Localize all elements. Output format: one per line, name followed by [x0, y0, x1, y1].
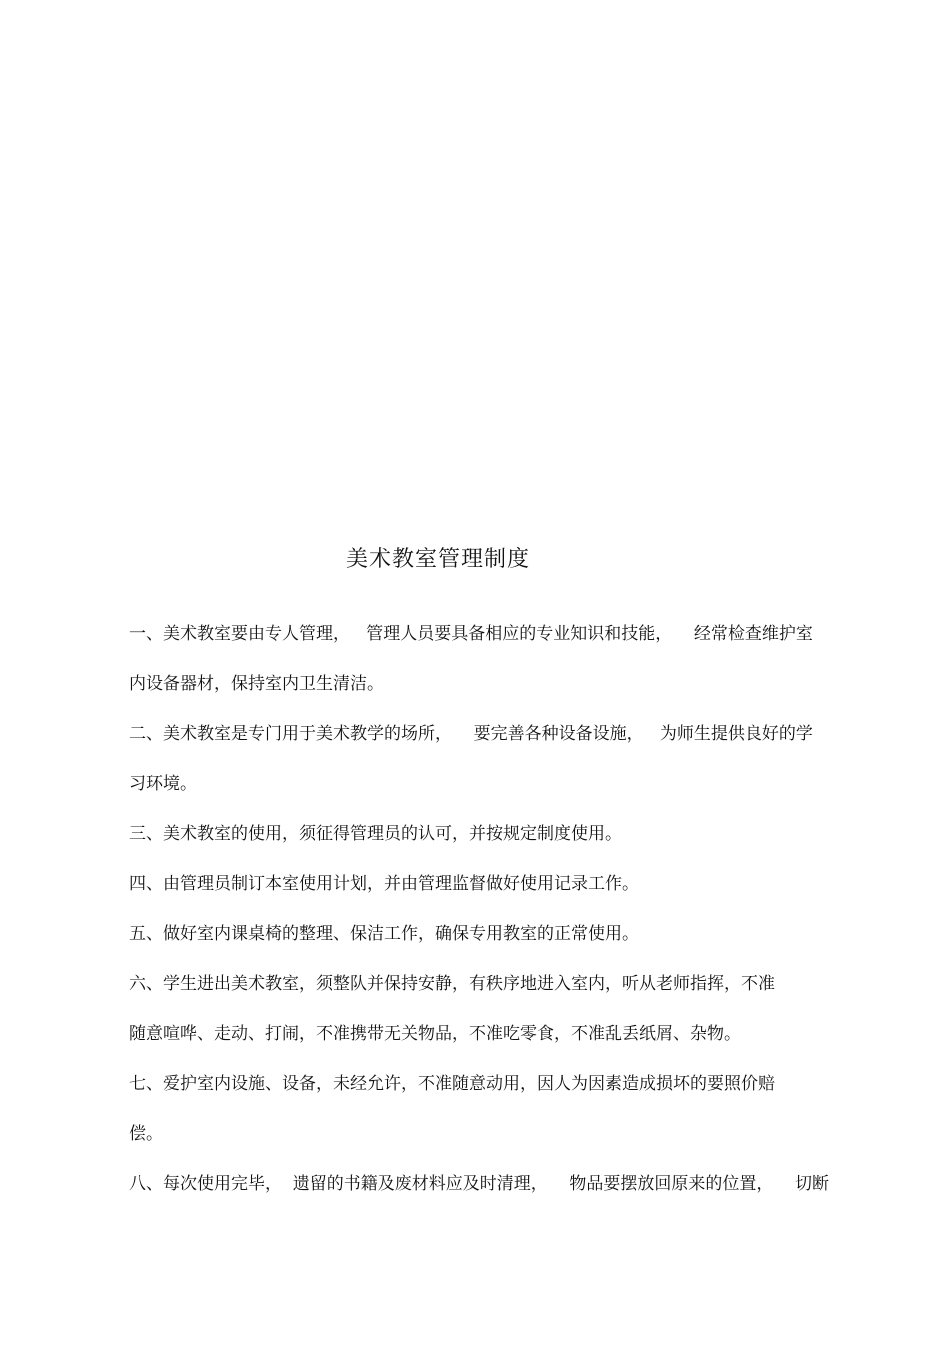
- rule-line: 二、美术教室是专门用于美术教学的场所， 要完善各种设备设施， 为师生提供良好的学: [129, 724, 813, 744]
- rule-line: 五、做好室内课桌椅的整理、保洁工作，确保专用教室的正常使用。: [129, 924, 639, 944]
- rule-line: 偿。: [129, 1124, 163, 1144]
- rule-line: 习环境。: [129, 774, 197, 794]
- rule-line: 内设备器材，保持室内卫生清洁。: [129, 674, 384, 694]
- rule-line: 七、爱护室内设施、设备，未经允许，不准随意动用，因人为因素造成损坏的要照价赔: [129, 1074, 775, 1094]
- rule-line: 随意喧哗、走动、打闹，不准携带无关物品，不准吃零食，不准乱丢纸屑、杂物。: [129, 1024, 741, 1044]
- document-title: 美术教室管理制度: [345, 547, 530, 572]
- rule-line: 八、每次使用完毕， 遗留的书籍及废材料应及时清理， 物品要摆放回原来的位置， 切断: [129, 1174, 830, 1194]
- rule-line: 六、学生进出美术教室，须整队并保持安静，有秩序地进入室内，听从老师指挥，不准: [129, 974, 775, 994]
- rule-line: 三、美术教室的使用，须征得管理员的认可，并按规定制度使用。: [129, 824, 622, 844]
- rule-line: 一、美术教室要由专人管理， 管理人员要具备相应的专业知识和技能， 经常检查维护室: [129, 624, 813, 644]
- rule-line: 四、由管理员制订本室使用计划，并由管理监督做好使用记录工作。: [129, 874, 639, 894]
